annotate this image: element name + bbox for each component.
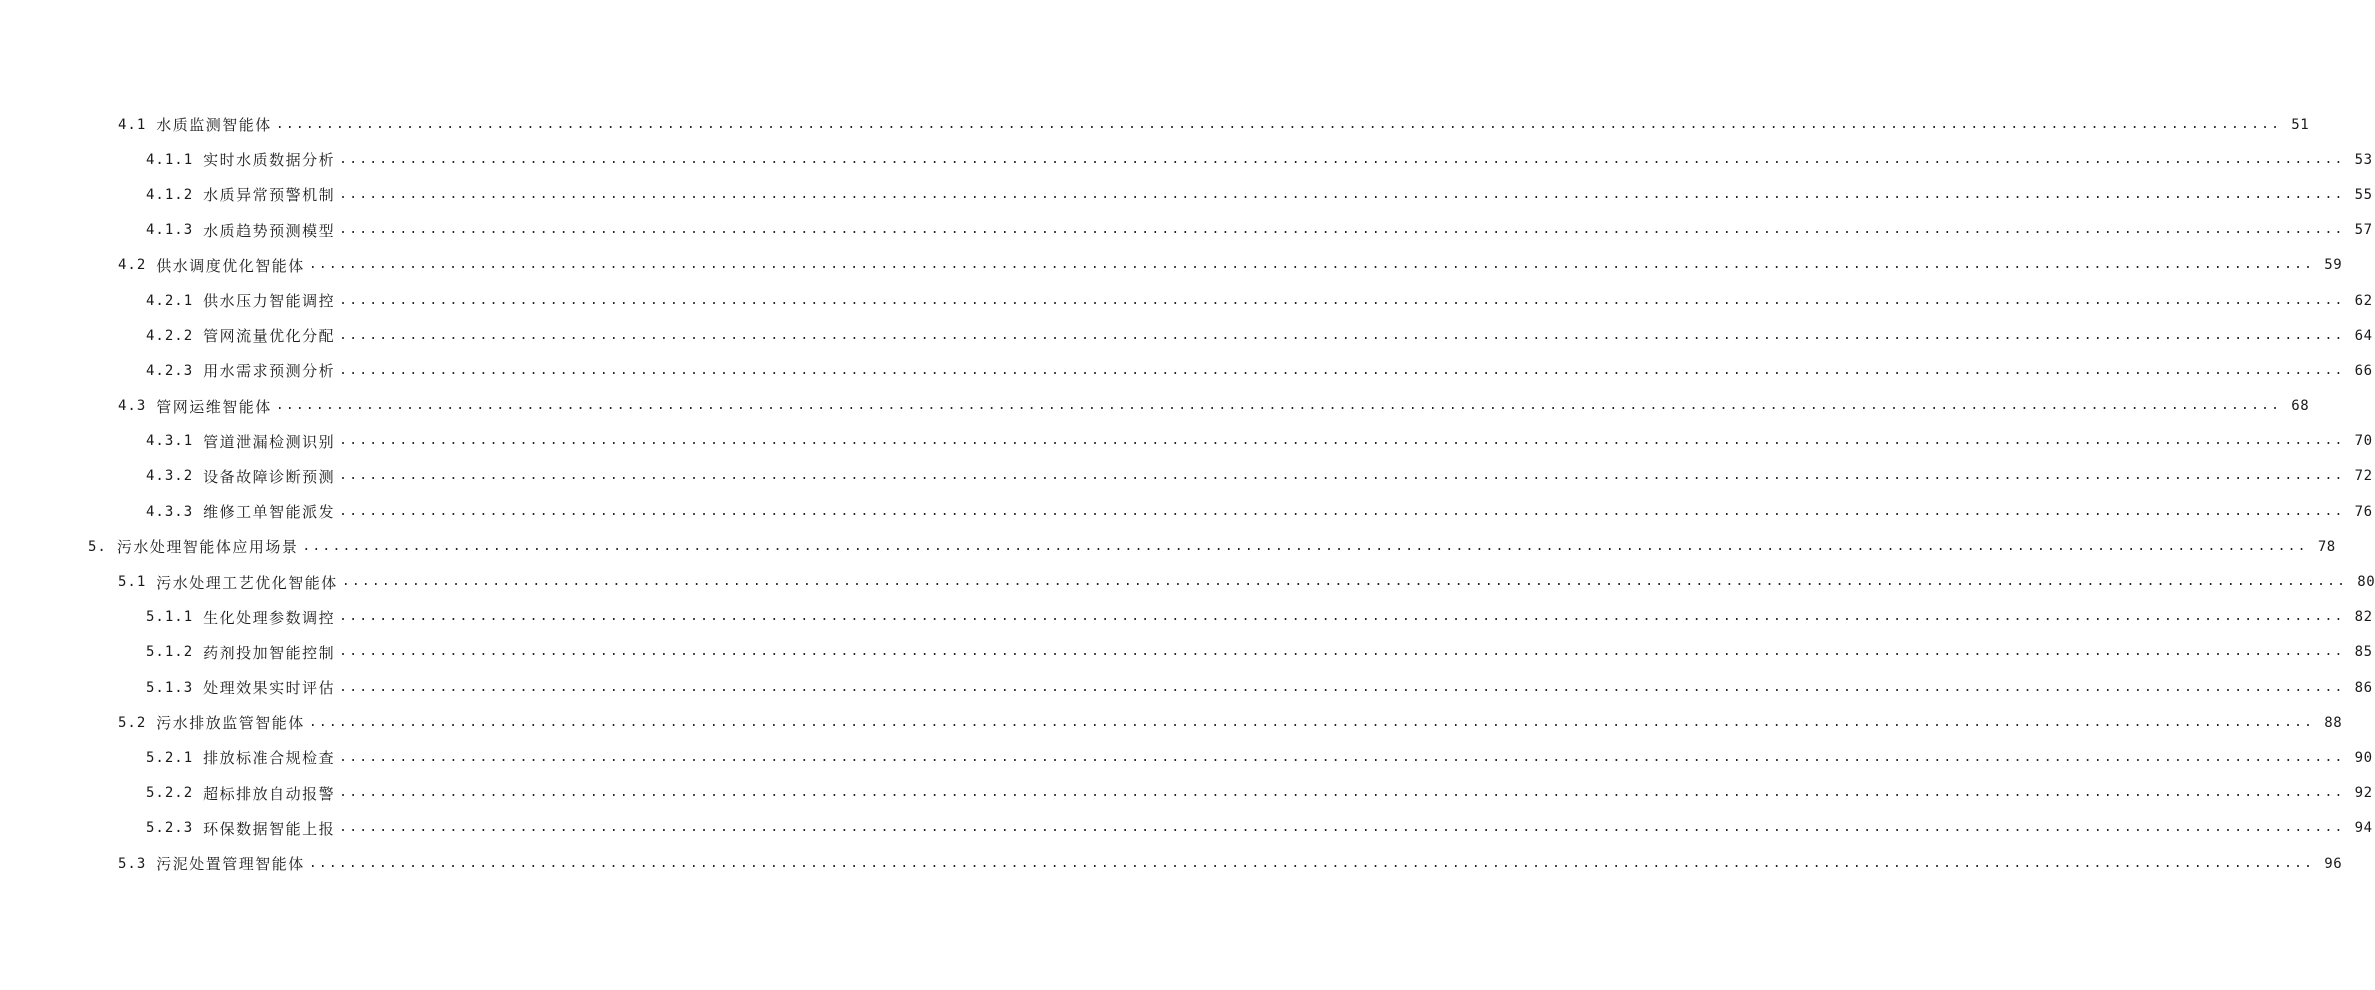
toc-dot-leader: ........................................................................................................................................................................................................: [339, 468, 2345, 484]
toc-entry-number: 4.1: [118, 116, 147, 133]
toc-entry-title: 排放标准合规检查: [203, 749, 336, 768]
toc-entry-page-number: 76: [2354, 503, 2373, 520]
toc-entry-page-number: 66: [2354, 362, 2373, 379]
toc-entry-page-number: 72: [2354, 468, 2373, 485]
toc-entry-page-number: 94: [2354, 820, 2373, 837]
toc-entry-number: 4.2.1: [146, 292, 194, 309]
toc-entry-number: 4.1.1: [146, 151, 194, 168]
toc-dot-leader: ........................................................................................................................................................................................................: [339, 151, 2345, 167]
toc-entry-number: 4.3.2: [146, 468, 194, 485]
toc-entry[interactable]: [0, 740, 2373, 775]
toc-entry[interactable]: [0, 142, 2373, 177]
toc-entry-number: 5.2.2: [146, 785, 194, 802]
toc-entry[interactable]: [0, 389, 2310, 424]
toc-entry-number: 4.3.1: [146, 433, 194, 450]
toc-entry-title: 管网运维智能体: [156, 397, 272, 416]
toc-entry[interactable]: [0, 283, 2373, 318]
toc-entry[interactable]: [0, 529, 2336, 564]
toc-entry[interactable]: [0, 107, 2310, 142]
toc-entry-title: 超标排放自动报警: [203, 784, 336, 803]
toc-dot-leader: ........................................................................................................................................................................................................: [308, 714, 2315, 730]
toc-entry-page-number: 53: [2354, 151, 2373, 168]
toc-dot-leader: ........................................................................................................................................................................................................: [339, 679, 2345, 695]
toc-entry-page-number: 51: [2291, 116, 2310, 133]
toc-entry-title: 污水排放监管智能体: [156, 714, 305, 733]
toc-entry-page-number: 78: [2317, 538, 2336, 555]
toc-entry-page-number: 80: [2357, 574, 2375, 591]
toc-entry[interactable]: [0, 494, 2373, 529]
toc-entry-page-number: 64: [2354, 327, 2373, 344]
toc-entry-number: 4.1.2: [146, 186, 194, 203]
toc-entry[interactable]: [0, 564, 2375, 599]
toc-entry[interactable]: [0, 424, 2373, 459]
toc-dot-leader: ........................................................................................................................................................................................................: [339, 503, 2345, 519]
toc-entry[interactable]: [0, 248, 2343, 283]
toc-dot-leader: ........................................................................................................................................................................................................: [308, 257, 2315, 273]
toc-dot-leader: ........................................................................................................................................................................................................: [308, 855, 2315, 871]
toc-entry-number: 5.1.2: [146, 644, 194, 661]
toc-entry-number: 4.2.2: [146, 327, 194, 344]
toc-entry-page-number: 59: [2324, 257, 2343, 274]
toc-dot-leader: ........................................................................................................................................................................................................: [339, 362, 2345, 378]
toc-entry-title: 供水调度优化智能体: [156, 256, 305, 275]
toc-entry[interactable]: [0, 213, 2373, 248]
toc-entry-title: 维修工单智能派发: [203, 503, 336, 522]
toc-entry-page-number: 70: [2354, 433, 2373, 450]
toc-entry-page-number: 55: [2354, 186, 2373, 203]
toc-entry-title: 水质监测智能体: [156, 116, 272, 135]
toc-entry-number: 5.3: [118, 855, 147, 872]
toc-entry-title: 管道泄漏检测识别: [203, 432, 336, 451]
toc-entry-page-number: 85: [2354, 644, 2373, 661]
toc-entry-page-number: 62: [2354, 292, 2373, 309]
toc-entry[interactable]: [0, 811, 2373, 846]
toc-entry-title: 药剂投加智能控制: [203, 643, 336, 662]
toc-entry-number: 4.3: [118, 398, 147, 415]
toc-entry-title: 环保数据智能上报: [203, 819, 336, 838]
toc-entry[interactable]: [0, 600, 2373, 635]
toc-dot-leader: ........................................................................................................................................................................................................: [339, 222, 2345, 238]
toc-dot-leader: ........................................................................................................................................................................................................: [339, 433, 2345, 449]
toc-entry[interactable]: [0, 705, 2343, 740]
toc-entry-number: 5.2.1: [146, 749, 194, 766]
toc-entry-number: 4.2: [118, 257, 147, 274]
toc-entry-number: 5.: [88, 538, 107, 555]
toc-entry-title: 生化处理参数调控: [203, 608, 336, 627]
toc-entry-page-number: 68: [2291, 398, 2310, 415]
toc-dot-leader: ........................................................................................................................................................................................................: [339, 644, 2345, 660]
toc-entry-title: 污水处理工艺优化智能体: [156, 573, 338, 592]
toc-entry-page-number: 96: [2324, 855, 2343, 872]
toc-entry-title: 污泥处置管理智能体: [156, 855, 305, 874]
toc-entry[interactable]: [0, 353, 2373, 388]
toc-entry-number: 5.1.3: [146, 679, 194, 696]
toc-entry-title: 水质异常预警机制: [203, 186, 336, 205]
toc-entry-title: 用水需求预测分析: [203, 362, 336, 381]
toc-dot-leader: ........................................................................................................................................................................................................: [339, 186, 2345, 202]
toc-dot-leader: ........................................................................................................................................................................................................: [275, 116, 2282, 132]
toc-entry-page-number: 86: [2354, 679, 2373, 696]
toc-dot-leader: ........................................................................................................................................................................................................: [341, 574, 2348, 590]
toc-dot-leader: ........................................................................................................................................................................................................: [275, 398, 2282, 414]
toc-entry[interactable]: [0, 318, 2373, 353]
toc-entry-title: 供水压力智能调控: [203, 292, 336, 311]
toc-dot-leader: ........................................................................................................................................................................................................: [339, 785, 2345, 801]
toc-entry-number: 5.2: [118, 714, 147, 731]
toc-entry-number: 5.1.1: [146, 609, 194, 626]
toc-dot-leader: ........................................................................................................................................................................................................: [302, 538, 2308, 554]
toc-entry-page-number: 90: [2354, 749, 2373, 766]
toc-dot-leader: ........................................................................................................................................................................................................: [339, 327, 2345, 343]
toc-entry-title: 水质趋势预测模型: [203, 221, 336, 240]
toc-entry-page-number: 82: [2354, 609, 2373, 626]
toc-entry-page-number: 88: [2324, 714, 2343, 731]
toc-dot-leader: ........................................................................................................................................................................................................: [339, 609, 2345, 625]
toc-entry-title: 实时水质数据分析: [203, 151, 336, 170]
toc-dot-leader: ........................................................................................................................................................................................................: [339, 820, 2345, 836]
toc-entry[interactable]: [0, 846, 2343, 881]
table-of-contents: [0, 107, 2375, 881]
toc-entry-title: 污水处理智能体应用场景: [116, 538, 299, 557]
toc-entry-title: 设备故障诊断预测: [203, 467, 336, 486]
toc-entry[interactable]: [0, 459, 2373, 494]
toc-entry-number: 4.2.3: [146, 362, 194, 379]
toc-entry-number: 5.2.3: [146, 820, 194, 837]
toc-entry[interactable]: [0, 177, 2373, 212]
toc-entry-number: 4.1.3: [146, 222, 194, 239]
toc-entry[interactable]: [0, 776, 2373, 811]
toc-entry-title: 处理效果实时评估: [203, 679, 336, 698]
toc-entry[interactable]: [0, 635, 2373, 670]
toc-entry-title: 管网流量优化分配: [203, 327, 336, 346]
toc-dot-leader: ........................................................................................................................................................................................................: [339, 749, 2345, 765]
toc-entry-page-number: 57: [2354, 222, 2373, 239]
toc-entry-page-number: 92: [2354, 785, 2373, 802]
toc-entry-number: 4.3.3: [146, 503, 194, 520]
toc-dot-leader: ........................................................................................................................................................................................................: [339, 292, 2345, 308]
toc-entry-number: 5.1: [118, 574, 147, 591]
toc-entry[interactable]: [0, 670, 2373, 705]
